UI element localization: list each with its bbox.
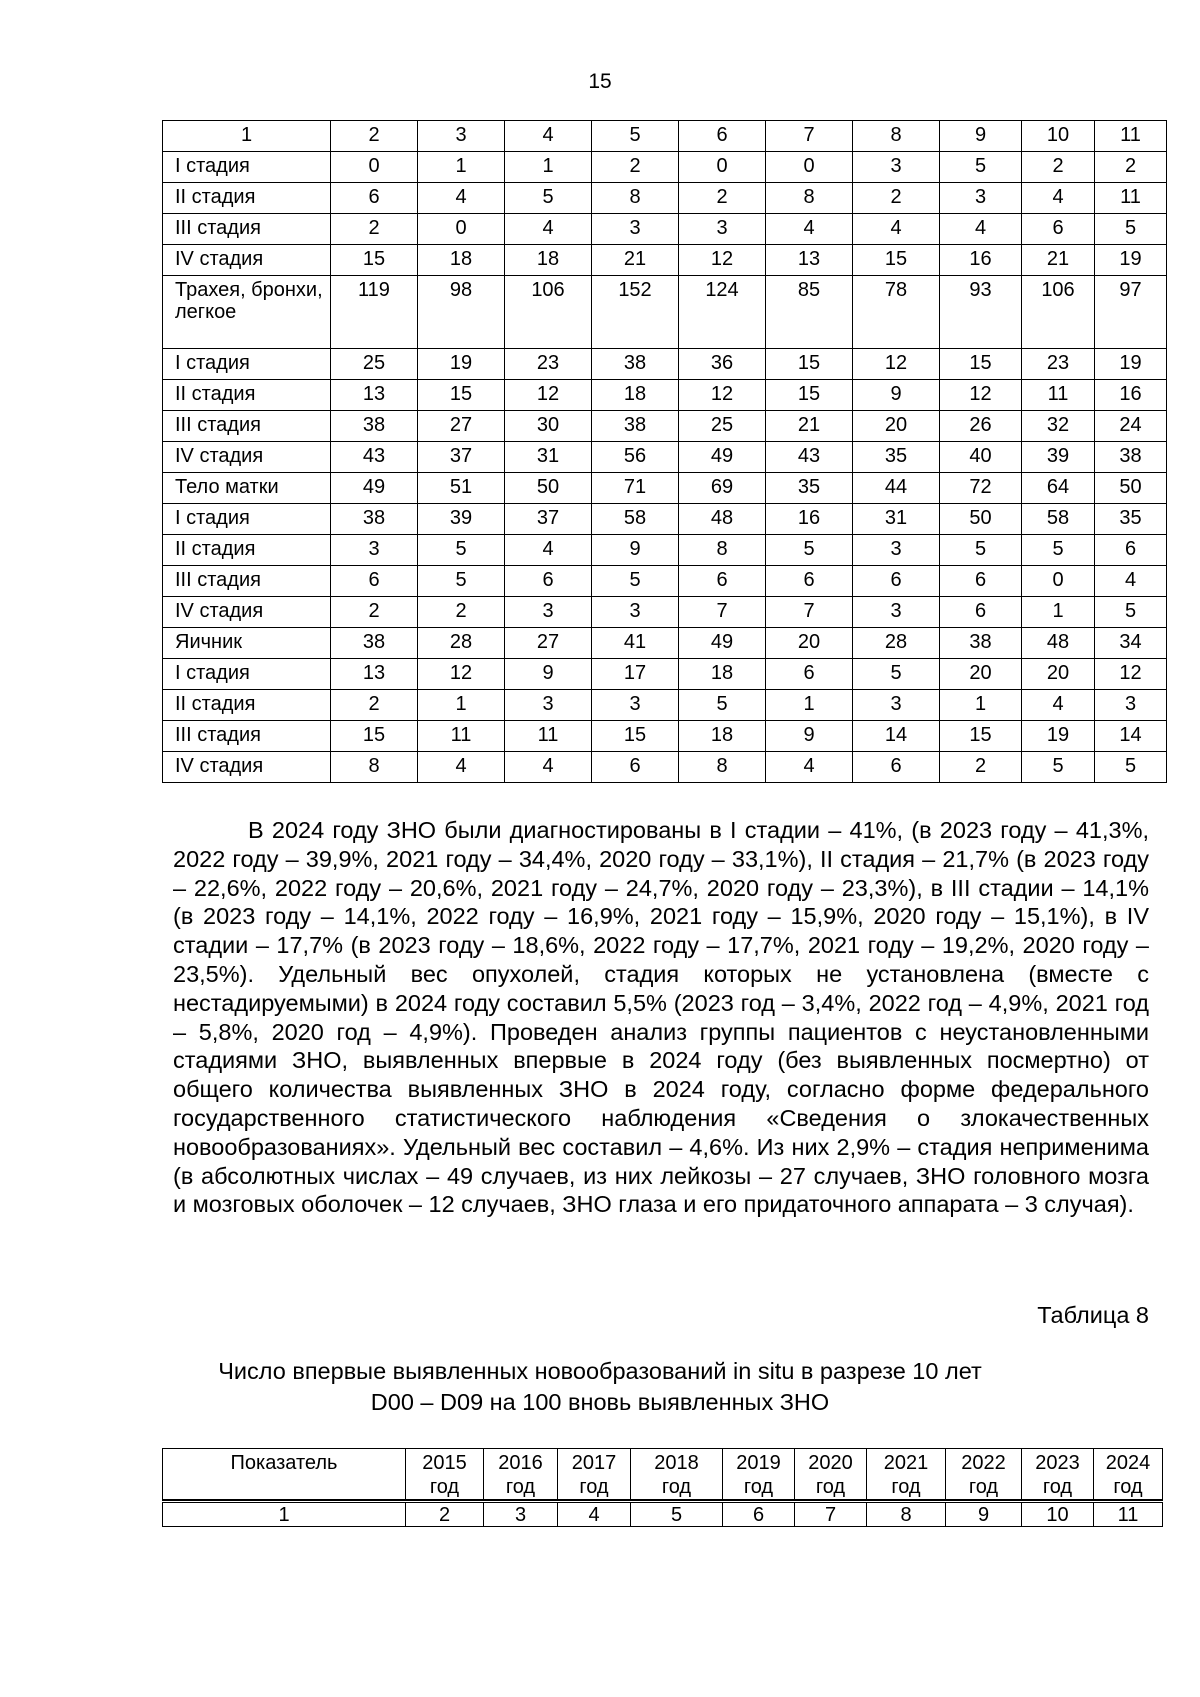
value-cell: 6 [940, 597, 1022, 628]
table-row [163, 535, 1167, 566]
value-cell: 5 [940, 152, 1022, 183]
value-cell: 21 [766, 411, 853, 442]
table-row [163, 566, 1167, 597]
value-cell: 49 [679, 442, 766, 473]
value-cell: 49 [331, 473, 418, 504]
row-label-cell: Трахея, бронхи, легкое [163, 276, 331, 349]
value-cell: 26 [940, 411, 1022, 442]
value-cell: 0 [331, 152, 418, 183]
table-row [163, 380, 1167, 411]
value-cell: 35 [853, 442, 940, 473]
value-cell: 50 [1095, 473, 1167, 504]
value-cell: 6 [853, 752, 940, 783]
column-number-cell: 11 [1095, 121, 1167, 152]
column-number-cell: 6 [679, 121, 766, 152]
value-cell: 14 [853, 721, 940, 752]
column-number-cell: 3 [418, 121, 505, 152]
value-cell: 11 [1022, 380, 1095, 411]
value-cell: 15 [592, 721, 679, 752]
value-cell: 6 [766, 566, 853, 597]
value-cell: 4 [505, 535, 592, 566]
value-cell: 12 [679, 245, 766, 276]
value-cell: 39 [1022, 442, 1095, 473]
table-row [163, 752, 1167, 783]
value-cell: 35 [1095, 504, 1167, 535]
year-suffix: год [429, 1476, 460, 1498]
year-value: 2023 [1035, 1452, 1080, 1474]
year-suffix: год [815, 1476, 846, 1498]
row-label-cell: II стадия [163, 380, 331, 411]
column-number-cell: 4 [558, 1502, 631, 1527]
value-cell: 16 [1095, 380, 1167, 411]
year-value: 2021 [883, 1452, 929, 1474]
value-cell: 18 [418, 245, 505, 276]
value-cell: 4 [766, 214, 853, 245]
value-cell: 20 [766, 628, 853, 659]
value-cell: 1 [940, 690, 1022, 721]
value-cell: 8 [679, 535, 766, 566]
value-cell: 5 [1095, 752, 1167, 783]
value-cell: 23 [505, 349, 592, 380]
value-cell: 6 [853, 566, 940, 597]
value-cell: 5 [505, 183, 592, 214]
value-cell: 3 [592, 690, 679, 721]
column-number-cell: 7 [795, 1502, 867, 1527]
value-cell: 16 [766, 504, 853, 535]
year-header-cell [1022, 1449, 1094, 1500]
value-cell: 30 [505, 411, 592, 442]
table-row [163, 504, 1167, 535]
in-situ-table-header [162, 1448, 1163, 1500]
value-cell: 3 [853, 535, 940, 566]
value-cell: 31 [853, 504, 940, 535]
value-cell: 24 [1095, 411, 1167, 442]
value-cell: 56 [592, 442, 679, 473]
value-cell: 6 [1095, 535, 1167, 566]
row-label-cell: Яичник [163, 628, 331, 659]
value-cell: 2 [1095, 152, 1167, 183]
year-suffix: год [579, 1476, 609, 1498]
row-label-cell: IV стадия [163, 752, 331, 783]
value-cell: 21 [592, 245, 679, 276]
year-header-cell [558, 1449, 631, 1500]
value-cell: 18 [679, 721, 766, 752]
column-number-cell: 8 [867, 1502, 946, 1527]
year-suffix: год [505, 1476, 536, 1498]
row-label-cell: II стадия [163, 690, 331, 721]
value-cell: 106 [505, 276, 592, 349]
value-cell: 20 [853, 411, 940, 442]
value-cell: 7 [766, 597, 853, 628]
table-row [163, 245, 1167, 276]
value-cell: 20 [1022, 659, 1095, 690]
caption-line-1: Число впервые выявленных новообразований in situ в разрезе 10 лет [218, 1358, 982, 1384]
year-value: 2017 [571, 1452, 617, 1474]
value-cell: 15 [940, 721, 1022, 752]
value-cell: 12 [679, 380, 766, 411]
value-cell: 12 [1095, 659, 1167, 690]
column-number-cell: 10 [1022, 1502, 1094, 1527]
value-cell: 6 [940, 566, 1022, 597]
table-row [163, 628, 1167, 659]
value-cell: 28 [418, 628, 505, 659]
year-suffix: год [1042, 1476, 1073, 1498]
value-cell: 6 [505, 566, 592, 597]
value-cell: 15 [853, 245, 940, 276]
year-value: 2019 [736, 1452, 781, 1474]
year-header-cell [484, 1449, 558, 1500]
column-number-cell: 9 [940, 121, 1022, 152]
value-cell: 2 [853, 183, 940, 214]
value-cell: 2 [418, 597, 505, 628]
value-cell: 5 [766, 535, 853, 566]
value-cell: 4 [853, 214, 940, 245]
row-label-cell: II стадия [163, 183, 331, 214]
value-cell: 13 [331, 380, 418, 411]
value-cell: 9 [592, 535, 679, 566]
year-header-cell [946, 1449, 1022, 1500]
column-number-cell: 4 [505, 121, 592, 152]
value-cell: 72 [940, 473, 1022, 504]
value-cell: 71 [592, 473, 679, 504]
value-cell: 12 [940, 380, 1022, 411]
column-number-cell: 9 [946, 1502, 1022, 1527]
value-cell: 48 [679, 504, 766, 535]
value-cell: 27 [505, 628, 592, 659]
value-cell: 48 [1022, 628, 1095, 659]
year-value: 2018 [654, 1452, 699, 1474]
value-cell: 43 [766, 442, 853, 473]
value-cell: 5 [853, 659, 940, 690]
value-cell: 4 [418, 183, 505, 214]
row-label-cell: III стадия [163, 411, 331, 442]
value-cell: 0 [679, 152, 766, 183]
column-number-cell: 10 [1022, 121, 1095, 152]
value-cell: 11 [505, 721, 592, 752]
value-cell: 31 [505, 442, 592, 473]
value-cell: 38 [331, 628, 418, 659]
value-cell: 5 [592, 566, 679, 597]
value-cell: 6 [679, 566, 766, 597]
value-cell: 9 [853, 380, 940, 411]
in-situ-table-number-row [162, 1500, 1163, 1527]
row-label-cell: I стадия [163, 349, 331, 380]
indicator-header-cell: Показатель [163, 1449, 406, 1500]
value-cell: 15 [331, 245, 418, 276]
value-cell: 14 [1095, 721, 1167, 752]
row-label-cell: IV стадия [163, 597, 331, 628]
value-cell: 4 [505, 214, 592, 245]
value-cell: 8 [592, 183, 679, 214]
value-cell: 6 [1022, 214, 1095, 245]
value-cell: 3 [505, 690, 592, 721]
column-number-cell: 5 [631, 1502, 723, 1527]
year-value: 2024 [1105, 1452, 1151, 1474]
value-cell: 6 [592, 752, 679, 783]
value-cell: 13 [331, 659, 418, 690]
table-row [163, 473, 1167, 504]
value-cell: 49 [679, 628, 766, 659]
value-cell: 19 [1022, 721, 1095, 752]
value-cell: 58 [592, 504, 679, 535]
value-cell: 3 [853, 597, 940, 628]
value-cell: 40 [940, 442, 1022, 473]
value-cell: 5 [1095, 597, 1167, 628]
value-cell: 25 [679, 411, 766, 442]
value-cell: 38 [331, 411, 418, 442]
value-cell: 19 [1095, 245, 1167, 276]
row-label-cell: IV стадия [163, 442, 331, 473]
value-cell: 25 [331, 349, 418, 380]
value-cell: 50 [505, 473, 592, 504]
row-label-cell: II стадия [163, 535, 331, 566]
value-cell: 78 [853, 276, 940, 349]
value-cell: 0 [766, 152, 853, 183]
value-cell: 152 [592, 276, 679, 349]
value-cell: 1 [766, 690, 853, 721]
year-suffix: год [891, 1476, 921, 1498]
value-cell: 12 [418, 659, 505, 690]
year-value: 2022 [961, 1452, 1006, 1474]
row-label-cell: III стадия [163, 214, 331, 245]
row-label-cell: III стадия [163, 566, 331, 597]
value-cell: 37 [505, 504, 592, 535]
value-cell: 5 [679, 690, 766, 721]
value-cell: 3 [679, 214, 766, 245]
value-cell: 44 [853, 473, 940, 504]
value-cell: 37 [418, 442, 505, 473]
value-cell: 34 [1095, 628, 1167, 659]
year-suffix: год [968, 1476, 999, 1498]
year-value: 2016 [498, 1452, 543, 1474]
value-cell: 18 [679, 659, 766, 690]
value-cell: 6 [331, 566, 418, 597]
value-cell: 2 [679, 183, 766, 214]
value-cell: 19 [1095, 349, 1167, 380]
table-header-row [163, 121, 1167, 152]
value-cell: 5 [940, 535, 1022, 566]
value-cell: 21 [1022, 245, 1095, 276]
value-cell: 69 [679, 473, 766, 504]
value-cell: 4 [418, 752, 505, 783]
value-cell: 2 [1022, 152, 1095, 183]
value-cell: 13 [766, 245, 853, 276]
year-value: 2015 [422, 1452, 467, 1474]
value-cell: 6 [766, 659, 853, 690]
value-cell: 4 [766, 752, 853, 783]
value-cell: 20 [940, 659, 1022, 690]
header-row [163, 1449, 1163, 1500]
table-row [163, 411, 1167, 442]
value-cell: 98 [418, 276, 505, 349]
column-number-cell: 7 [766, 121, 853, 152]
row-label-cell: III стадия [163, 721, 331, 752]
column-number-cell: 8 [853, 121, 940, 152]
value-cell: 97 [1095, 276, 1167, 349]
value-cell: 9 [505, 659, 592, 690]
column-number-cell: 2 [406, 1502, 484, 1527]
year-header-cell [1094, 1449, 1163, 1500]
value-cell: 119 [331, 276, 418, 349]
value-cell: 12 [505, 380, 592, 411]
value-cell: 3 [853, 152, 940, 183]
value-cell: 15 [766, 380, 853, 411]
year-value: 2020 [808, 1452, 853, 1474]
value-cell: 64 [1022, 473, 1095, 504]
column-number-cell: 1 [163, 121, 331, 152]
caption-line-2: D00 – D09 на 100 вновь выявленных ЗНО [370, 1389, 830, 1415]
value-cell: 0 [418, 214, 505, 245]
value-cell: 15 [418, 380, 505, 411]
value-cell: 11 [1095, 183, 1167, 214]
value-cell: 23 [1022, 349, 1095, 380]
table-row [163, 597, 1167, 628]
value-cell: 3 [592, 214, 679, 245]
value-cell: 124 [679, 276, 766, 349]
value-cell: 27 [418, 411, 505, 442]
value-cell: 41 [592, 628, 679, 659]
page-number: 15 [588, 70, 612, 93]
value-cell: 18 [505, 245, 592, 276]
value-cell: 38 [940, 628, 1022, 659]
row-label-cell: Тело матки [163, 473, 331, 504]
table-row [163, 183, 1167, 214]
value-cell: 1 [505, 152, 592, 183]
value-cell: 38 [592, 349, 679, 380]
year-header-cell [723, 1449, 795, 1500]
value-cell: 1 [1022, 597, 1095, 628]
value-cell: 5 [1022, 535, 1095, 566]
value-cell: 12 [853, 349, 940, 380]
value-cell: 85 [766, 276, 853, 349]
year-suffix: год [661, 1476, 692, 1498]
value-cell: 38 [592, 411, 679, 442]
value-cell: 1 [418, 152, 505, 183]
value-cell: 8 [331, 752, 418, 783]
value-cell: 2 [592, 152, 679, 183]
value-cell: 106 [1022, 276, 1095, 349]
value-cell: 4 [1022, 690, 1095, 721]
column-number-cell: 1 [163, 1502, 406, 1527]
value-cell: 15 [331, 721, 418, 752]
value-cell: 17 [592, 659, 679, 690]
value-cell: 3 [853, 690, 940, 721]
value-cell: 4 [1022, 183, 1095, 214]
row-label-cell: I стадия [163, 659, 331, 690]
value-cell: 51 [418, 473, 505, 504]
column-number-cell: 5 [592, 121, 679, 152]
column-number-cell: 6 [723, 1502, 795, 1527]
row-label-cell: I стадия [163, 504, 331, 535]
year-header-cell [631, 1449, 723, 1500]
value-cell: 1 [418, 690, 505, 721]
value-cell: 3 [1095, 690, 1167, 721]
table-row [163, 214, 1167, 245]
value-cell: 2 [331, 690, 418, 721]
value-cell: 15 [766, 349, 853, 380]
table-8-label: Таблица 8 [1037, 1302, 1149, 1328]
value-cell: 5 [1095, 214, 1167, 245]
value-cell: 15 [940, 349, 1022, 380]
table-row [163, 690, 1167, 721]
value-cell: 7 [679, 597, 766, 628]
value-cell: 39 [418, 504, 505, 535]
year-header-cell [795, 1449, 867, 1500]
table-row [163, 152, 1167, 183]
value-cell: 2 [331, 597, 418, 628]
value-cell: 32 [1022, 411, 1095, 442]
table-row [163, 349, 1167, 380]
value-cell: 5 [1022, 752, 1095, 783]
year-header-cell [406, 1449, 484, 1500]
value-cell: 4 [505, 752, 592, 783]
value-cell: 3 [592, 597, 679, 628]
value-cell: 43 [331, 442, 418, 473]
value-cell: 3 [940, 183, 1022, 214]
value-cell: 28 [853, 628, 940, 659]
value-cell: 38 [1095, 442, 1167, 473]
column-number-cell: 3 [484, 1502, 558, 1527]
value-cell: 18 [592, 380, 679, 411]
value-cell: 3 [331, 535, 418, 566]
year-suffix: год [1113, 1476, 1143, 1498]
value-cell: 4 [1095, 566, 1167, 597]
value-cell: 16 [940, 245, 1022, 276]
value-cell: 38 [331, 504, 418, 535]
table-row [163, 659, 1167, 690]
row-label-cell: IV стадия [163, 245, 331, 276]
table-8-caption [0, 1356, 1200, 1418]
value-cell: 8 [679, 752, 766, 783]
value-cell: 0 [1022, 566, 1095, 597]
table-row [163, 276, 1167, 349]
value-cell: 35 [766, 473, 853, 504]
stage-distribution-table [162, 120, 1167, 783]
value-cell: 8 [766, 183, 853, 214]
value-cell: 2 [331, 214, 418, 245]
value-cell: 36 [679, 349, 766, 380]
value-cell: 5 [418, 566, 505, 597]
row-label-cell: I стадия [163, 152, 331, 183]
value-cell: 58 [1022, 504, 1095, 535]
column-number-cell: 2 [331, 121, 418, 152]
value-cell: 5 [418, 535, 505, 566]
value-cell: 11 [418, 721, 505, 752]
value-cell: 9 [766, 721, 853, 752]
year-suffix: год [743, 1476, 774, 1498]
table-row [163, 721, 1167, 752]
column-number-cell: 11 [1094, 1502, 1163, 1527]
value-cell: 4 [940, 214, 1022, 245]
value-cell: 6 [331, 183, 418, 214]
value-cell: 2 [940, 752, 1022, 783]
value-cell: 93 [940, 276, 1022, 349]
value-cell: 19 [418, 349, 505, 380]
table-row [163, 442, 1167, 473]
stage-analysis-paragraph: В 2024 году ЗНО были диагностированы в I стадии – 41%, (в 2023 году – 41,3%, 2022 году – 39,9%, 2021 году – 34,4%, 2020 году – 33,1%), II стадия – 21,7% (в 2023 году – 22,6%, 2022 году – 20,6%, 2021 году – 24,7%, 2020 году – 23,3%), в III стадии – 14,1% (в 2023 году – 14,1%, 2022 году – 16,9%, 2021 году – 15,9%, 2020 году – 15,1%), в IV стадии – 17,7% (в 2023 году – 18,6%, 2022 году – 17,7%, 2021 году – 19,2%, 2020 году – 23,5%). Удельный вес опухолей, стадия которых не установлена (вместе с нестадируемыми) в 2024 году составил 5,5% (2023 год – 3,4%, 2022 год – 4,9%, 2021 год – 5,8%, 2020 год – 4,9%). Проведен анализ группы пациентов с неустановленными стадиями ЗНО, выявленных впервые в 2024 году (без выявленных посмертно) от общего количества выявленных ЗНО в 2024 году, согласно форме федерального государственного статистического наблюдения «Сведения о злокачественных новообразованиях». Удельный вес составил – 4,6%. Из них 2,9% – стадия неприменима (в абсолютных числах – 49 случаев, из них лейкозы – 27 случаев, ЗНО головного мозга и мозговых оболочек – 12 случаев, ЗНО глаза и его придаточного аппарата – 3 случая). [173, 817, 1149, 1218]
value-cell: 3 [505, 597, 592, 628]
year-header-cell [867, 1449, 946, 1500]
value-cell: 50 [940, 504, 1022, 535]
